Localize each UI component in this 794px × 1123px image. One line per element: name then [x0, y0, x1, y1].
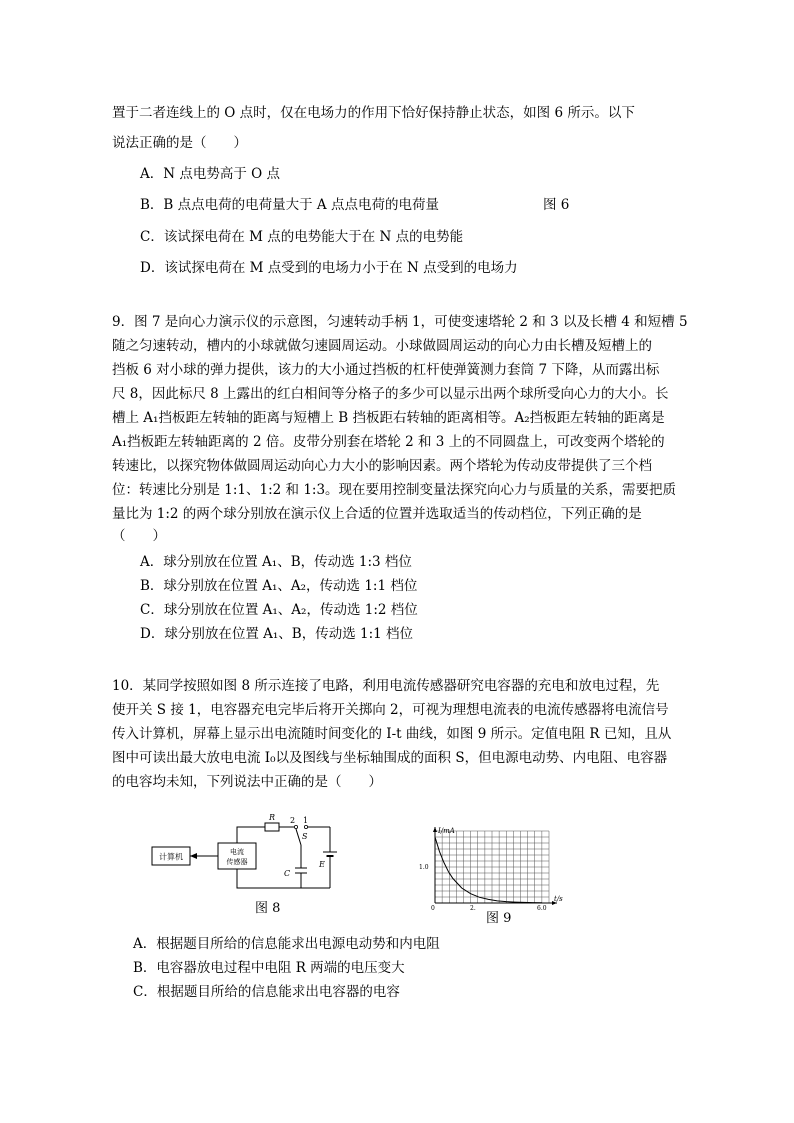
q9-line-10: （ ） — [112, 528, 166, 544]
switch-terminal-1 — [304, 825, 307, 828]
q9-option-b: B．球分别放在位置 A₁、A₂，传动选 1:1 档位 — [140, 578, 418, 594]
q8-option-a: A．N 点电势高于 O 点 — [140, 166, 281, 182]
q9-line-6: A₁挡板距左转轴距离的 2 倍。皮带分别套在塔轮 2 和 3 上的不同圆盘上，可改变两个塔轮的 — [112, 434, 665, 450]
q8-stem-line-2: 说法正确的是（ ） — [112, 135, 247, 151]
q10-line-5: 的电容均未知，下列说法中正确的是（ ） — [112, 774, 382, 790]
switch-label: S — [302, 832, 308, 841]
circuit-diagram — [140, 810, 360, 920]
q9-option-a: A．球分别放在位置 A₁、B，传动选 1:3 档位 — [140, 554, 412, 570]
figure-9-caption: 图 9 — [486, 911, 512, 926]
q8-stem-line-1: 置于二者连线上的 O 点时，仅在电场力的作用下恰好保持静止状态，如图 6 所示。以下 — [112, 105, 635, 121]
computer-label: 计算机 — [159, 852, 183, 862]
current-time-graph — [415, 823, 565, 918]
q8-option-b: B．B 点点电荷的电荷量大于 A 点点电荷的电荷量 — [140, 197, 439, 213]
q10-line-4: 图中可读出最大放电电流 I₀以及图线与坐标轴围成的面积 S，但电源电动势、内电阻、电容器 — [112, 750, 668, 766]
q10-line-2: 使开关 S 接 1，电容器充电完毕后将开关掷向 2，可视为理想电流表的电流传感器将电流信号 — [112, 702, 669, 718]
switch-pos-2-label: 2 — [290, 816, 296, 825]
q9-option-c: C．球分别放在位置 A₁、A₂，传动选 1:2 档位 — [140, 602, 418, 618]
q9-line-8: 位：转速比分别是 1:1、1:2 和 1:3。现在要用控制变量法探究向心力与质量的关系，需要把质 — [112, 482, 677, 498]
figure-8-caption: 图 8 — [255, 901, 281, 916]
q10-option-a: A．根据题目所给的信息能求出电源电动势和内电阻 — [133, 936, 440, 952]
y-tick-label: 1.0 — [419, 864, 429, 871]
q9-line-9: 量比为 1:2 的两个球分别放在演示仪上合适的位置并选取适当的传动档位，下列正确的是 — [112, 506, 642, 522]
battery-label: E — [319, 860, 325, 869]
q9-line-3: 挡板 6 对小球的弹力提供，该力的大小通过挡板的杠杆使弹簧测力套筒 7 下降，从而露出标 — [112, 362, 660, 378]
y-axis-arrow — [433, 827, 437, 832]
q9-line-2: 随之匀速转动，槽内的小球就做匀速圆周运动。小球做圆周运动的向心力由长槽及短槽上的 — [112, 338, 652, 354]
q10-line-3: 传入计算机，屏幕上显示出电流随时间变化的 I-t 曲线，如图 9 所示。定值电阻 R 已知，且从 — [112, 726, 672, 742]
q10-line-1: 10．某同学按照如图 8 所示连接了电路，利用电流传感器研究电容器的充电和放电过程，先 — [112, 678, 660, 694]
capacitor-label: C — [284, 869, 291, 878]
switch-blade — [296, 829, 301, 845]
q8-option-c: C．该试探电荷在 M 点的电势能大于在 N 点的电势能 — [140, 229, 464, 245]
q10-option-c: C．根据题目所给的信息能求出电容器的电容 — [133, 984, 400, 1000]
sensor-label-2: 传感器 — [226, 858, 248, 866]
figure-6-label: 图 6 — [543, 197, 570, 213]
q9-option-d: D．球分别放在位置 A₁、B，传动选 1:1 档位 — [140, 626, 414, 642]
grid — [435, 831, 549, 903]
signal-arrow — [190, 853, 197, 859]
x-tick-label-2: 2. — [470, 905, 476, 912]
x-tick-label-6: 6.0 — [537, 905, 547, 912]
q9-line-7: 转速比，以探究物体做圆周运动向心力大小的影响因素。两个塔轮为传动皮带提供了三个档 — [112, 458, 652, 474]
y-axis-label: I/mA — [438, 827, 455, 835]
q9-line-4: 尺 8，因此标尺 8 上露出的红白相间等分格子的多少可以显示出两个球所受向心力的大小。长 — [112, 386, 669, 402]
q9-line-5: 槽上 A₁挡板距左转轴的距离与短槽上 B 挡板距右转轴的距离相等。A₂挡板距左转轴的距离是 — [112, 410, 665, 426]
q10-option-b: B．电容器放电过程中电阻 R 两端的电压变大 — [133, 960, 405, 976]
switch-pos-1-label: 1 — [303, 816, 309, 825]
sensor-label-1: 电流 — [230, 848, 244, 856]
resistor-label: R — [268, 813, 276, 822]
q8-option-d: D．该试探电荷在 M 点受到的电场力小于在 N 点受到的电场力 — [140, 260, 518, 276]
origin-label: 0 — [431, 905, 435, 912]
x-axis-label: t/s — [554, 895, 563, 903]
resistor — [265, 823, 279, 831]
switch-terminal-2 — [294, 825, 297, 828]
discharge-curve — [435, 837, 542, 903]
q9-line-1: 9．图 7 是向心力演示仪的示意图，匀速转动手柄 1，可使变速塔轮 2 和 3 以及长槽 4 和短槽 5 — [112, 314, 688, 330]
